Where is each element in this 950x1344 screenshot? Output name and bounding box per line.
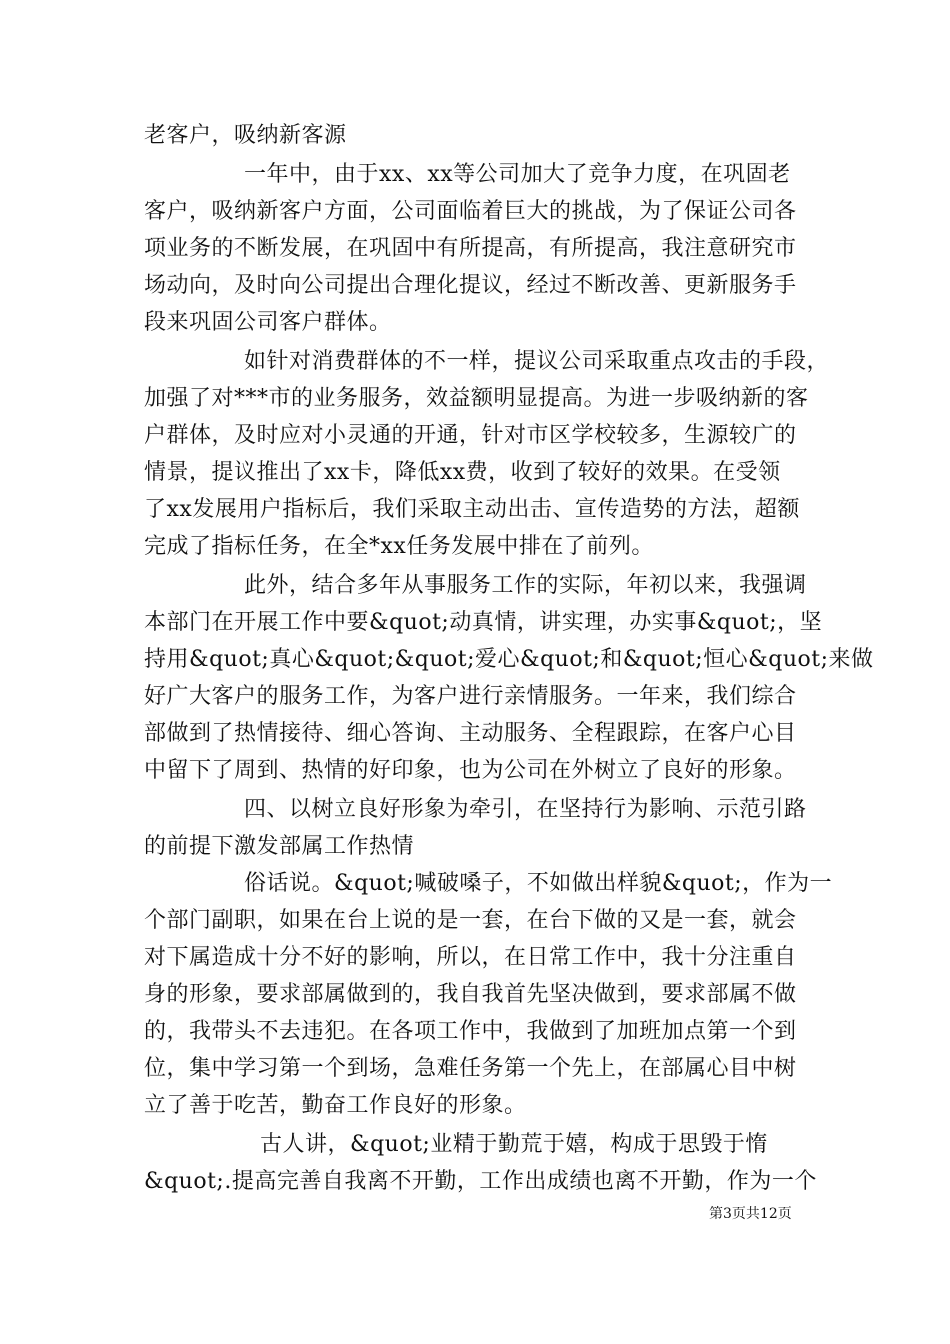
text-line: 情景，提议推出了xx卡，降低xx费，收到了较好的效果。在受领 xyxy=(144,460,781,485)
text-line: 好广大客户的服务工作，为客户进行亲情服务。一年来，我们综合 xyxy=(144,684,797,709)
text-line: 中留下了周到、热情的好印象，也为公司在外树立了良好的形象。 xyxy=(144,758,797,783)
text-line: 一年中，由于xx、xx等公司加大了竞争力度，在巩固老 xyxy=(244,162,791,187)
section-heading-line: 四、以树立良好形象为牵引，在坚持行为影响、示范引路 xyxy=(244,797,807,822)
text-line: 个部门副职，如果在台上说的是一套，在台下做的又是一套，就会 xyxy=(144,908,797,933)
text-line: 场动向，及时向公司提出合理化提议，经过不断改善、更新服务手 xyxy=(144,273,797,298)
text-line: 俗话说。&quot;喊破嗓子，不如做出样貌&quot;，作为一 xyxy=(244,871,833,896)
text-line: 的，我带头不去违犯。在各项工作中，我做到了加班加点第一个到 xyxy=(144,1019,797,1044)
text-line: 此外，结合多年从事服务工作的实际，年初以来，我强调 xyxy=(244,573,807,598)
text-line: 如针对消费群体的不一样，提议公司采取重点攻击的手段， xyxy=(244,349,830,374)
text-line: 身的形象，要求部属做到的，我自我首先坚决做到，要求部属不做 xyxy=(144,982,797,1007)
text-line: 加强了对***市的业务服务，效益额明显提高。为进一步吸纳新的客 xyxy=(144,386,809,411)
text-line: 部做到了热情接待、细心答询、主动服务、全程跟踪，在客户心目 xyxy=(144,721,797,746)
text-line: 完成了指标任务，在全*xx任务发展中排在了前列。 xyxy=(144,534,654,559)
section-heading-line: 的前提下激发部属工作热情 xyxy=(144,834,415,859)
text-line: 户群体，及时应对小灵通的开通，针对市区学校较多，生源较广的 xyxy=(144,423,797,448)
text-line: 项业务的不断发展，在巩固中有所提高，有所提高，我注意研究市 xyxy=(144,236,797,261)
page-number-footer: 第3页共12页 xyxy=(709,1206,792,1222)
text-line: 对下属造成十分不好的影响，所以，在日常工作中，我十分注重自 xyxy=(144,945,797,970)
text-line: 老客户，吸纳新客源 xyxy=(144,123,347,148)
text-line: 本部门在开展工作中要&quot;动真情，讲实理，办实事&quot;，坚 xyxy=(144,610,823,635)
text-line: 了xx发展用户指标后，我们采取主动出击、宣传造势的方法，超额 xyxy=(144,497,800,522)
text-line: 古人讲，&quot;业精于勤荒于嬉，构成于思毁于惰 xyxy=(260,1132,768,1157)
text-line: &quot;.提高完善自我离不开勤，工作出成绩也离不开勤，作为一个 xyxy=(144,1169,817,1194)
text-line: 持用&quot;真心&quot;&quot;爱心&quot;和&quot;恒心&quot;来做 xyxy=(144,647,874,672)
text-line: 立了善于吃苦，勤奋工作良好的形象。 xyxy=(144,1093,527,1118)
text-line: 客户，吸纳新客户方面，公司面临着巨大的挑战，为了保证公司各 xyxy=(144,199,797,224)
text-line: 段来巩固公司客户群体。 xyxy=(144,310,392,335)
text-line: 位，集中学习第一个到场，急难任务第一个先上，在部属心目中树 xyxy=(144,1056,797,1081)
